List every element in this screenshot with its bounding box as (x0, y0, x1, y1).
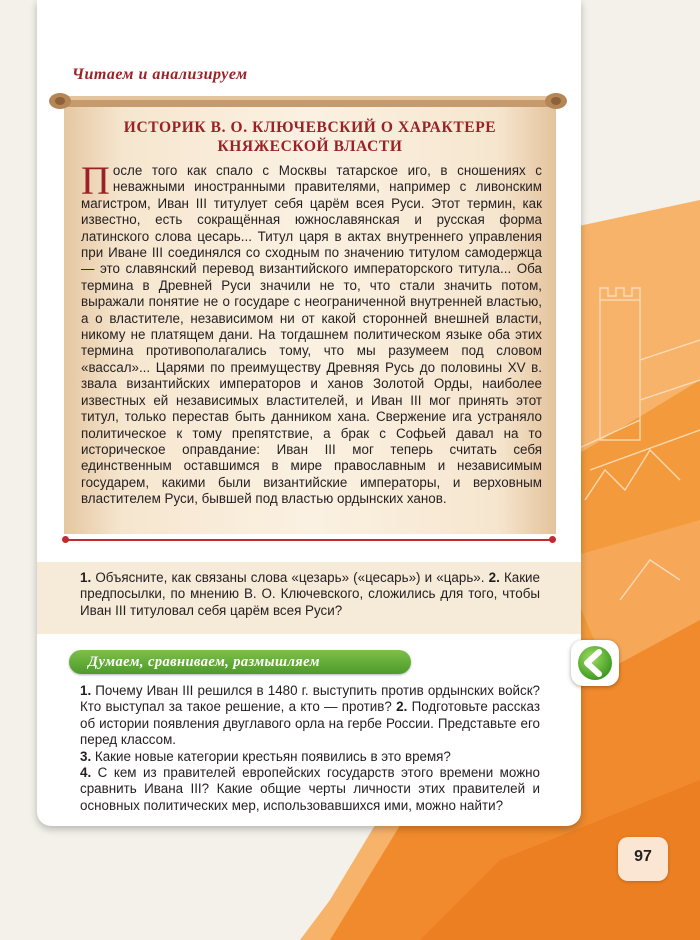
source-text (81, 158, 542, 508)
question-number: 2. (396, 699, 408, 715)
divider-dot-right (549, 536, 556, 543)
question-number: 4. (80, 765, 92, 781)
question-number: 3. (80, 748, 92, 764)
question-number: 1. (80, 683, 92, 698)
question-text: Какие новые категории крестьян появились в это время? (91, 748, 451, 764)
question-text: Подготовьте рассказ об истории появления двуглавого орла на гербе России. Представьте его перед классом. (80, 699, 540, 748)
source-heading-line2: КНЯЖЕСКОЙ ВЛАСТИ (217, 138, 403, 155)
question-text: Почему Иван III решился в 1480 г. выступить против ордынских войск? Кто выступал за такое решение, а кто — против? (80, 683, 540, 715)
section-title: Читаем и анализируем (72, 66, 248, 83)
think-section-title: Думаем, сравниваем, размышляем (88, 654, 320, 670)
source-text-body: осле того как спало с Москвы татарское иго, в сношениях с неважными иностранными правителями, например с ливонским магистром, Иван III титулует себя царём всея Руси. Этот термин, как известно, есть сокращённая южнославянская и русская форма латинского слова цесарь... Титул царя в актах внутреннего управления при Иване III соединялся со сходным по значению титулом самодержца — это славянский перевод византийского императорского титула... Оба термина в Древней Руси значили не то, что стали значить потом, выражали понятие не о государе с неограниченной внутренней властью, а о властителе, независимом ни от какой сторонней внешней власти, никому не платящем дани. На тогдашнем политическом языке оба этих термина противополагались тому, что мы разумеем под словом «вассал»... Царями по преимуществу Древняя Русь до половины XV в. звала византийских императоров и ханов Золотой Орды, наиболее известных ей независимых властителей, и Иван III мог принять этот титул, только перестав быть данником хана. Свержение ига устраняло политическое к тому препятствие, а брак с Софьей давал на то историческое оправдание: Иван III мог теперь считать себя единственным оставшимся в мире православным и независимым государем, какими были византийские императоры, и верховным властителем Руси, бывшей под властью ордынских ханов. (81, 163, 542, 507)
question-number: 1. (80, 570, 92, 585)
question-text: С кем из правителей европейских государств этого времени можно сравнить Ивана III? Какие общие черты личности этих правителей и основных политических мер, использовавшихся ими, можно найти? (80, 765, 540, 813)
source-heading-line1: ИСТОРИК В. О. КЛЮЧЕВСКИЙ О ХАРАКТЕРЕ (123, 119, 497, 136)
question-number: 2. (488, 570, 500, 585)
scroll-rod (48, 92, 568, 110)
source-heading (64, 118, 556, 156)
source-questions (80, 570, 540, 619)
drop-cap: П (81, 158, 110, 203)
question-text: Объясните, как связаны слова «цезарь» («цесарь») и «царь». (91, 570, 489, 585)
think-questions (80, 683, 540, 814)
chevron-left-icon (571, 640, 619, 686)
page-number: 97 (634, 848, 652, 865)
question-text: Какие предпосылки, по мнению В. О. Ключевского, сложились для того, чтобы Иван III титуловал себя царём всея Руси? (80, 570, 540, 618)
divider-dot-left (62, 536, 69, 543)
red-divider (66, 539, 552, 541)
back-button[interactable] (571, 640, 619, 686)
